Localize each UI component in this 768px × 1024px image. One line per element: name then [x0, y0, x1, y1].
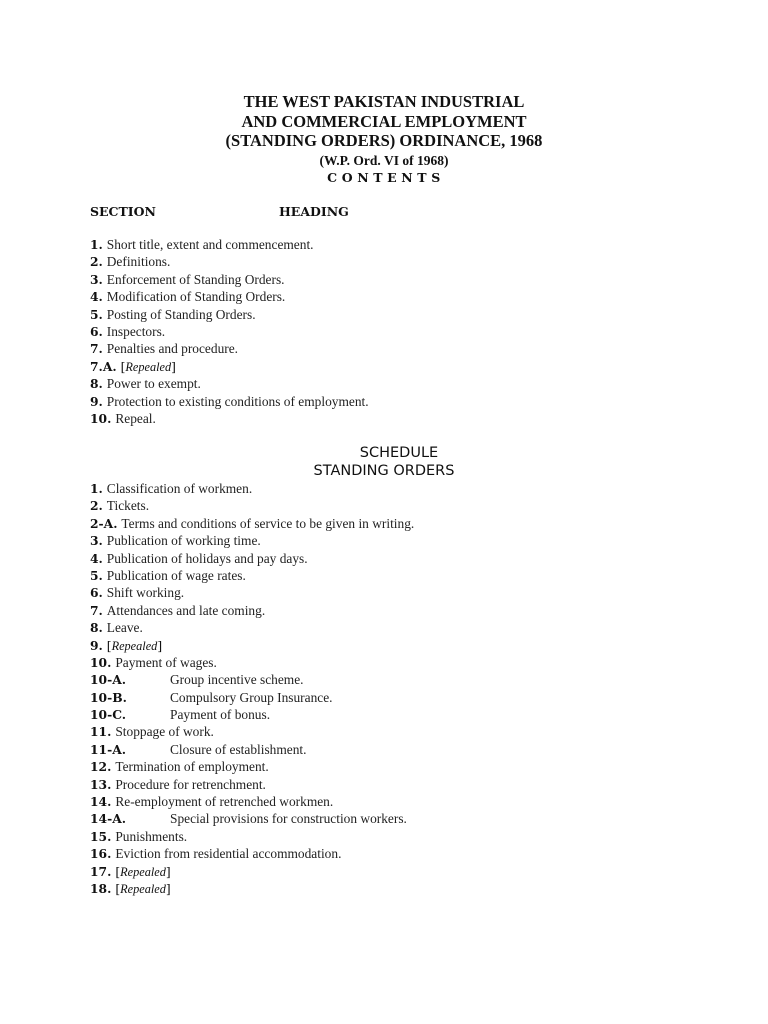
contents-label: CONTENTS: [327, 169, 445, 185]
schedule-item: [90, 515, 414, 532]
schedule-item-text: Publication of working time.: [106, 533, 261, 549]
schedule-item: [90, 706, 414, 723]
schedule-item-text: Compulsory Group Insurance.: [170, 689, 333, 705]
schedule-item-number: 12.: [90, 759, 112, 775]
schedule-item: [90, 758, 414, 775]
schedule-item-number: 7.: [90, 602, 103, 618]
schedule-item: [90, 723, 414, 740]
schedule-item: [90, 671, 414, 688]
section-item-number: 7.A.: [90, 358, 117, 374]
schedule-item-number: 4.: [90, 550, 103, 566]
schedule-item: [90, 793, 414, 810]
schedule-item-number: 11.: [90, 724, 112, 740]
schedule-item-number: 14-A.: [90, 811, 127, 827]
schedule-item: [90, 480, 414, 497]
schedule-item-repealed: Repealed: [111, 638, 158, 653]
schedule-item: [90, 532, 414, 549]
schedule-item-text: Re-employment of retrenched workmen.: [115, 794, 334, 810]
section-item: [90, 340, 369, 357]
section-column-heading: SECTION: [90, 204, 156, 219]
section-item: [90, 375, 369, 392]
schedule-item-number: 10-C.: [90, 707, 127, 723]
schedule-item-text: Terms and conditions of service to be given in writing.: [121, 515, 415, 531]
schedule-item-number: 18.: [90, 880, 112, 896]
section-item-text: Penalties and procedure.: [106, 341, 239, 357]
schedule-items-list: [90, 480, 414, 897]
section-item-text: Posting of Standing Orders.: [106, 306, 256, 322]
schedule-item-number: 10-A.: [90, 672, 127, 688]
schedule-item-text: Attendances and late coming.: [106, 602, 266, 618]
schedule-item: [90, 550, 414, 567]
schedule-item-text: Tickets.: [106, 498, 150, 514]
schedule-item-text: Procedure for retrenchment.: [115, 776, 266, 792]
section-item: [90, 271, 369, 288]
section-item-text: Modification of Standing Orders.: [106, 289, 286, 305]
schedule-item: 17. [Repealed]: [90, 863, 171, 879]
section-item-number: 8.: [90, 376, 103, 392]
section-item: [90, 306, 369, 323]
schedule-item-number: 13.: [90, 776, 112, 792]
schedule-item-number: 10-B.: [90, 689, 127, 705]
section-item: [90, 236, 369, 253]
standing-orders-title: STANDING ORDERS: [313, 463, 455, 479]
section-item-number: 7.: [90, 341, 103, 357]
schedule-item-number: 15.: [90, 828, 112, 844]
schedule-item: 18. [Repealed]: [90, 880, 171, 896]
section-item-text: Inspectors.: [106, 323, 166, 339]
schedule-item: [90, 584, 414, 601]
schedule-item-text: Eviction from residential accommodation.: [115, 846, 342, 862]
section-item-number: 6.: [90, 323, 103, 339]
document-title-block: [0, 92, 768, 186]
section-item-number: 2.: [90, 254, 103, 270]
schedule-item-number: 2-A.: [90, 515, 118, 531]
schedule-item-text: Classification of workmen.: [106, 481, 253, 496]
schedule-item-text: Special provisions for construction workers.: [170, 811, 407, 827]
schedule-item: [90, 619, 414, 636]
section-item: [90, 288, 369, 305]
schedule-item: [90, 741, 414, 758]
schedule-item: [90, 810, 414, 827]
schedule-item-number: 1.: [90, 481, 103, 496]
schedule-item-text: Termination of employment.: [115, 759, 269, 775]
section-item-number: 1.: [90, 237, 103, 252]
schedule-item: [90, 776, 414, 793]
section-item-text: Short title, extent and commencement.: [106, 237, 314, 252]
schedule-item: [90, 689, 414, 706]
section-item-text: Protection to existing conditions of employment.: [106, 393, 369, 409]
schedule-item-text: Punishments.: [115, 828, 188, 844]
schedule-item-text: Payment of wages.: [115, 654, 217, 670]
schedule-item-number: 8.: [90, 620, 103, 636]
section-item: 7.A. [Repealed]: [90, 358, 176, 374]
section-item: [90, 410, 369, 427]
section-item: [90, 323, 369, 340]
schedule-item-number: 17.: [90, 863, 112, 879]
column-headings: [90, 204, 690, 220]
schedule-item: [90, 828, 414, 845]
schedule-item-text: Group incentive scheme.: [170, 672, 304, 688]
schedule-item-repealed: Repealed: [120, 881, 166, 896]
heading-column-heading: HEADING: [279, 204, 349, 219]
schedule-item-number: 3.: [90, 533, 103, 549]
section-item-text: Definitions.: [106, 254, 171, 270]
sections-list: [90, 236, 369, 427]
schedule-item: [90, 567, 414, 584]
section-item-text: Repeal.: [115, 410, 156, 426]
section-item-number: 3.: [90, 271, 103, 287]
section-item-text: Enforcement of Standing Orders.: [106, 271, 285, 287]
schedule-item: 9. [Repealed]: [90, 637, 163, 653]
schedule-item-text: Publication of wage rates.: [106, 567, 246, 583]
schedule-item-number: 16.: [90, 846, 112, 862]
schedule-title: SCHEDULE: [359, 445, 439, 461]
schedule-item-text: Shift working.: [106, 585, 185, 601]
section-item-number: 5.: [90, 306, 103, 322]
section-item-text: Power to exempt.: [106, 376, 201, 392]
schedule-item-text: Payment of bonus.: [170, 707, 271, 723]
section-item-number: 10.: [90, 410, 112, 426]
title-line-3: (STANDING ORDERS) ORDINANCE, 1968: [225, 131, 543, 150]
section-item: [90, 253, 369, 270]
schedule-heading: [0, 444, 768, 480]
section-item-number: 9.: [90, 393, 103, 409]
schedule-item-number: 10.: [90, 654, 112, 670]
schedule-item: [90, 602, 414, 619]
schedule-item-text: Closure of establishment.: [170, 741, 307, 757]
schedule-item: [90, 654, 414, 671]
title-line-2: AND COMMERCIAL EMPLOYMENT: [241, 111, 527, 131]
schedule-item-repealed: Repealed: [120, 864, 166, 879]
section-item: [90, 393, 369, 410]
schedule-item: [90, 845, 414, 862]
schedule-item-text: Stoppage of work.: [115, 724, 214, 740]
section-item-number: 4.: [90, 289, 103, 305]
schedule-item-number: 14.: [90, 794, 112, 810]
schedule-item-number: 2.: [90, 498, 103, 514]
section-item-repealed: Repealed: [125, 359, 172, 374]
schedule-item-text: Leave.: [106, 620, 143, 636]
schedule-item-number: 11-A.: [90, 741, 127, 757]
schedule-item-number: 5.: [90, 567, 103, 583]
ordinance-reference: (W.P. Ord. VI of 1968): [319, 152, 449, 168]
schedule-item-text: Publication of holidays and pay days.: [106, 550, 308, 566]
schedule-item-number: 6.: [90, 585, 103, 601]
schedule-item: [90, 497, 414, 514]
schedule-item-number: 9.: [90, 637, 103, 653]
title-line-1: THE WEST PAKISTAN INDUSTRIAL: [243, 92, 525, 111]
